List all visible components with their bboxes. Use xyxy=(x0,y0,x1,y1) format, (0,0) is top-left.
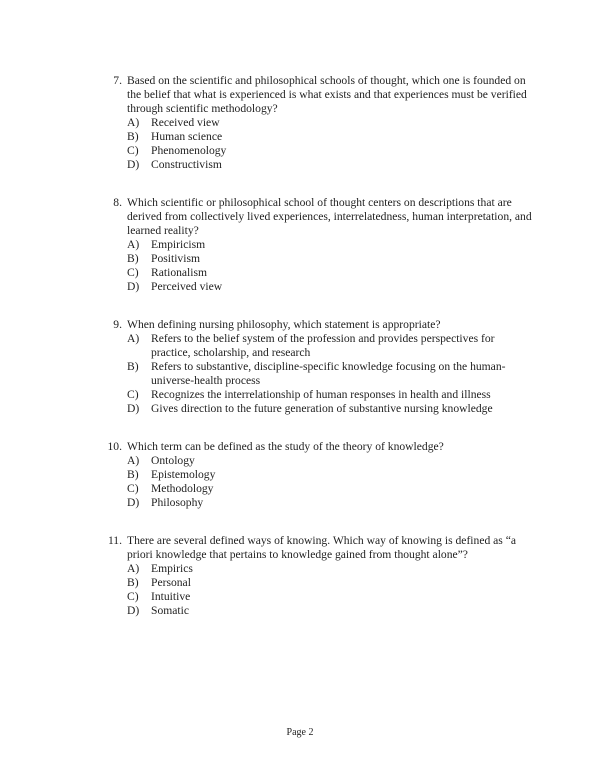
answer-option xyxy=(127,454,536,468)
option-text: Perceived view xyxy=(151,280,223,293)
option-letter: A) xyxy=(127,562,140,575)
answer-option xyxy=(127,590,536,604)
option-text: Empirics xyxy=(151,562,193,575)
page-footer xyxy=(0,726,600,740)
option-letter: B) xyxy=(127,576,139,589)
option-text: Philosophy xyxy=(151,496,204,509)
option-letter: D) xyxy=(127,402,140,415)
questions-list xyxy=(100,74,536,642)
answer-option xyxy=(127,116,536,130)
question-item xyxy=(100,440,536,510)
answer-option xyxy=(127,388,536,402)
answer-options xyxy=(127,116,536,172)
option-text: Refers to substantive, discipline-specific knowledge focusing on the human-universe-health process xyxy=(151,360,506,387)
question-text: When defining nursing philosophy, which statement is appropriate? xyxy=(127,318,441,331)
question-number: 7. xyxy=(113,74,122,87)
option-text: Empiricism xyxy=(151,238,206,251)
option-text: Recognizes the interrelationship of human responses in health and illness xyxy=(151,388,491,401)
option-text: Personal xyxy=(151,576,191,589)
answer-options xyxy=(127,332,536,416)
answer-option xyxy=(127,158,536,172)
option-letter: A) xyxy=(127,332,140,345)
question-body xyxy=(127,534,536,618)
option-letter: B) xyxy=(127,360,139,373)
option-letter: D) xyxy=(127,280,140,293)
option-letter: B) xyxy=(127,468,139,481)
option-text: Ontology xyxy=(151,454,195,467)
option-letter: A) xyxy=(127,238,140,251)
question-text: There are several defined ways of knowing. Which way of knowing is defined as “a priori knowledge that pertains to knowledge gained from thought alone”? xyxy=(127,534,517,561)
answer-option xyxy=(127,468,536,482)
answer-option xyxy=(127,280,536,294)
answer-option xyxy=(127,482,536,496)
answer-options xyxy=(127,562,536,618)
question-number: 11. xyxy=(107,534,122,547)
option-letter: D) xyxy=(127,158,140,171)
option-text: Somatic xyxy=(151,604,189,617)
option-letter: C) xyxy=(127,388,139,401)
option-letter: C) xyxy=(127,482,139,495)
option-letter: C) xyxy=(127,590,139,603)
question-number: 10. xyxy=(107,440,122,453)
answer-options xyxy=(127,454,536,510)
option-letter: A) xyxy=(127,116,140,129)
option-letter: A) xyxy=(127,454,140,467)
answer-option xyxy=(127,496,536,510)
question-number: 8. xyxy=(113,196,122,209)
option-letter: B) xyxy=(127,130,139,143)
question-item xyxy=(100,196,536,294)
answer-option xyxy=(127,402,536,416)
option-letter: D) xyxy=(127,496,140,509)
question-item xyxy=(100,534,536,618)
option-text: Methodology xyxy=(151,482,214,495)
page-number-label: Page 2 xyxy=(286,727,314,738)
question-body xyxy=(127,74,536,172)
answer-option xyxy=(127,332,536,360)
answer-option xyxy=(127,130,536,144)
answer-option xyxy=(127,562,536,576)
option-text: Rationalism xyxy=(151,266,208,279)
question-body xyxy=(127,196,536,294)
answer-option xyxy=(127,576,536,590)
question-item xyxy=(100,318,536,416)
question-text: Which scientific or philosophical school of thought centers on descriptions that are derived from collectively lived experiences, interrelatedness, human interpretation, and learned reality? xyxy=(127,196,532,237)
answer-option xyxy=(127,252,536,266)
option-letter: C) xyxy=(127,266,139,279)
option-letter: C) xyxy=(127,144,139,157)
answer-option xyxy=(127,238,536,252)
question-number: 9. xyxy=(113,318,122,331)
option-letter: D) xyxy=(127,604,140,617)
option-text: Epistemology xyxy=(151,468,216,481)
option-text: Human science xyxy=(151,130,223,143)
question-body xyxy=(127,318,536,416)
question-text: Which term can be defined as the study of the theory of knowledge? xyxy=(127,440,444,453)
option-text: Refers to the belief system of the profession and provides perspectives for practice, scholarship, and research xyxy=(151,332,495,359)
answer-options xyxy=(127,238,536,294)
answer-option xyxy=(127,144,536,158)
option-text: Positivism xyxy=(151,252,200,265)
question-body xyxy=(127,440,536,510)
answer-option xyxy=(127,266,536,280)
answer-option xyxy=(127,604,536,618)
option-text: Gives direction to the future generation of substantive nursing knowledge xyxy=(151,402,493,415)
option-text: Constructivism xyxy=(151,158,222,171)
answer-option xyxy=(127,360,536,388)
question-text: Based on the scientific and philosophical schools of thought, which one is founded on the belief that what is experienced is what exists and that experiences must be verified through scientific methodology? xyxy=(127,74,527,115)
option-text: Phenomenology xyxy=(151,144,227,157)
option-text: Received view xyxy=(151,116,220,129)
question-item xyxy=(100,74,536,172)
option-letter: B) xyxy=(127,252,139,265)
option-text: Intuitive xyxy=(151,590,191,603)
